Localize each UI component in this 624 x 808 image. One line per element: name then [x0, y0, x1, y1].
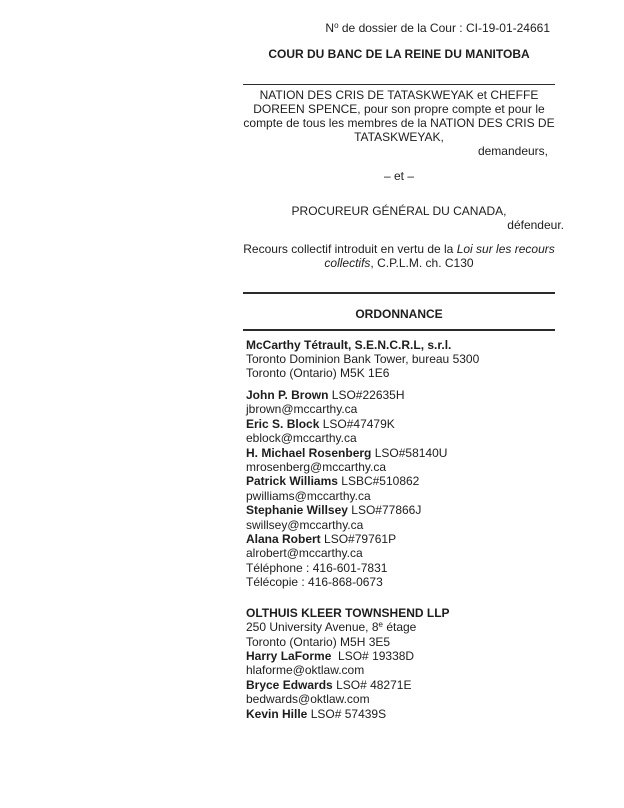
firm1-lawyers-list	[243, 388, 555, 590]
lawyer-name: Stephanie Willsey	[246, 503, 348, 518]
divider-line-below-title	[243, 329, 555, 331]
statute-title-italic: collectifs	[324, 256, 371, 270]
proceeding-statute	[243, 242, 555, 270]
lawyer-id: LSO# 48271E	[336, 677, 412, 692]
lawyer-name: Harry LaForme	[246, 648, 332, 663]
firm1-phone: Téléphone : 416-601-7831	[246, 560, 388, 575]
plaintiffs-line: NATION DES CRIS DE TATASKWEYAK et CHEFFE	[259, 88, 539, 102]
statute-title-italic: Loi sur les recours	[456, 242, 555, 256]
plaintiffs-line: TATASKWEYAK,	[354, 130, 444, 144]
court-file-number	[243, 21, 555, 35]
lawyer-row	[246, 678, 555, 692]
lawyer-id: LSO# 57439S	[310, 706, 387, 721]
lawyer-id: LSO# 19338D	[338, 648, 415, 663]
proceeding-statute-line: Recours collectif introduit en vertu de la Loi sur les recours	[243, 242, 555, 256]
lawyer-name: Alana Robert	[246, 532, 321, 547]
document-title: ORDONNANCE	[355, 307, 443, 321]
content-column	[243, 0, 564, 721]
plaintiffs-line: DOREEN SPENCE, pour son propre compte et pour le	[253, 102, 545, 116]
lawyer-row	[246, 532, 555, 546]
lawyer-name: H. Michael Rosenberg	[246, 445, 372, 460]
lawyer-row	[246, 388, 555, 402]
and-separator: – et –	[383, 169, 415, 183]
court-name: COUR DU BANC DE LA REINE DU MANITOBA	[268, 47, 530, 61]
lawyer-email: alrobert@mccarthy.ca	[246, 546, 363, 561]
lawyer-row	[246, 707, 555, 721]
lawyer-id: LSBC#510862	[341, 474, 420, 489]
firm2-address-line: Toronto (Ontario) M5H 3E5	[246, 634, 391, 649]
lawyer-email: hlaforme@oktlaw.com	[246, 663, 365, 678]
lawyer-name: Patrick Williams	[246, 474, 338, 489]
plaintiffs-line: compte de tous les membres de la NATION DES CRIS DE	[243, 116, 555, 130]
lawyer-email: pwilliams@mccarthy.ca	[246, 488, 371, 503]
firm1-header	[243, 338, 555, 380]
court-file-number-text: de dossier de la Cour : CI-19-01-24661	[338, 21, 550, 35]
divider-line-top	[243, 84, 555, 85]
firm1-address-line: Toronto (Ontario) M5K 1E6	[246, 366, 390, 380]
lawyer-id: LSO#79761P	[324, 532, 397, 547]
lawyer-email: bedwards@oktlaw.com	[246, 692, 370, 707]
defendant-name: PROCUREUR GÉNÉRAL DU CANADA,	[291, 204, 507, 218]
lawyer-row	[246, 503, 555, 517]
lawyer-id: LSO#58140U	[374, 445, 448, 460]
firm2-name: OLTHUIS KLEER TOWNSHEND LLP	[246, 605, 450, 620]
lawyer-row	[246, 474, 555, 488]
lawyer-row	[246, 649, 555, 663]
ordinal-superscript: e	[378, 620, 383, 630]
firm2-address-line: 250 University Avenue, 8e étage	[246, 620, 417, 635]
lawyer-id: LSO#22635H	[331, 388, 405, 402]
lawyer-email: eblock@mccarthy.ca	[246, 431, 357, 446]
lawyer-email: jbrown@mccarthy.ca	[246, 402, 358, 417]
lawyer-row	[246, 446, 555, 460]
lawyer-name: Bryce Edwards	[246, 677, 333, 692]
firm2-block	[243, 606, 555, 721]
firm1-address-line: Toronto Dominion Bank Tower, bureau 5300	[246, 352, 480, 366]
ordinal-superscript: o	[334, 21, 339, 30]
divider-line-above-title	[243, 292, 555, 294]
lawyer-email: swillsey@mccarthy.ca	[246, 517, 364, 532]
plaintiffs-block	[229, 88, 569, 144]
lawyer-name: Eric S. Block	[246, 416, 320, 431]
lawyer-id: LSO#77866J	[351, 503, 422, 518]
lawyer-row	[246, 417, 555, 431]
lawyer-name: John P. Brown	[246, 388, 329, 402]
proceeding-statute-line: collectifs, C.P.L.M. ch. C130	[324, 256, 474, 270]
lawyer-email: mrosenberg@mccarthy.ca	[246, 460, 387, 475]
firm1-fax: Télécopie : 416-868-0673	[246, 575, 383, 590]
court-file-number-prefix: N	[325, 21, 335, 35]
defendant-designation: défendeur.	[507, 218, 564, 232]
firm1-name: McCarthy Tétrault, S.E.N.C.R.L, s.r.l.	[246, 338, 452, 352]
plaintiffs-designation: demandeurs,	[477, 144, 548, 158]
lawyer-name: Kevin Hille	[246, 706, 308, 721]
lawyer-id: LSO#47479K	[322, 416, 395, 431]
